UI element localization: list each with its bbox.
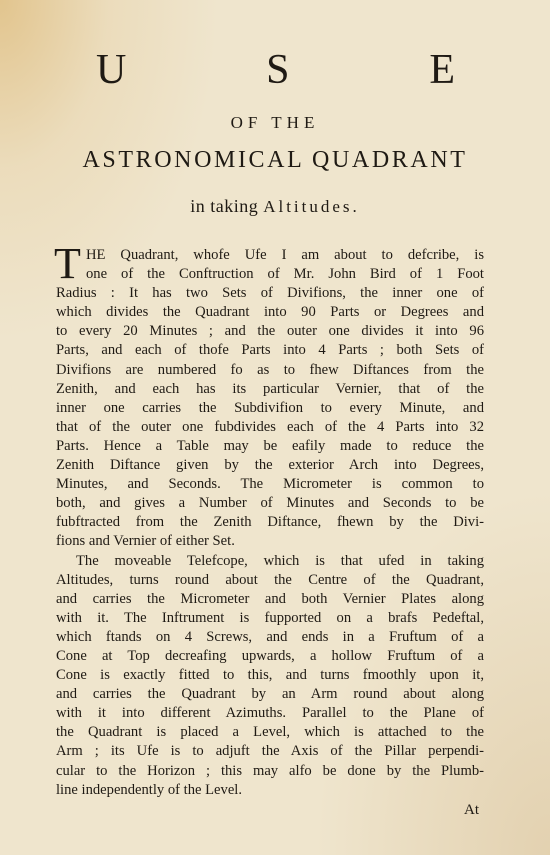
body-line: with it into different Azimuths. Parallel to the Plane of	[56, 705, 484, 722]
subtitle-small-caps: Altitudes.	[263, 197, 360, 216]
body-line: fubftracted from the Zenith Diftance, fhewn by the Divi-	[56, 514, 484, 531]
subtitle-astronomical-quadrant: ASTRONOMICAL QUADRANT	[82, 147, 468, 173]
body-line: Radius : It has two Sets of Divifions, the inner one of	[56, 285, 484, 302]
body-line: that of the outer one fubdivides each of the 4 Parts into 32	[56, 418, 484, 435]
body-line: cular to the Horizon ; this may alfo be done by the Plumb-	[56, 762, 484, 779]
body-line: Minutes, and Seconds. The Micrometer is common to	[56, 476, 484, 493]
body-line: and carries the Micrometer and both Vernier Plates along	[56, 590, 484, 607]
body-text	[54, 239, 484, 800]
body-line: and carries the Quadrant by an Arm round about along	[56, 686, 484, 703]
body-line: with it. The Inftrument is fupported on a brafs Pedeftal,	[56, 609, 484, 626]
subtitle-prefix: in taking	[190, 196, 259, 216]
body-line: Parts. Hence a Table may be eafily made to reduce the	[56, 437, 484, 454]
subtitle-taking-altitudes	[0, 196, 550, 217]
body-line: Cone at Top decreafing upwards, a hollow Fruftum of a	[56, 647, 484, 664]
page-title	[96, 46, 456, 94]
body-line: to every 20 Minutes ; and the outer one divides it into 96	[56, 323, 484, 340]
body-line: The moveable Telefcope, which is that ufed in taking	[76, 552, 484, 569]
body-line: both, and gives a Number of Minutes and Seconds to be	[56, 495, 484, 512]
title-letter-e: E	[429, 47, 456, 93]
body-line: Divifions are numbered fo as to fhew Diftances from the	[56, 361, 484, 378]
body-line: Arm ; its Ufe is to adjuft the Axis of the Pillar perpendi-	[56, 743, 484, 760]
body-line: fions and Vernier of either Set.	[56, 533, 235, 550]
catchword: At	[464, 802, 479, 818]
body-line: Zenith Diftance given by the exterior Arch into Degrees,	[56, 457, 484, 474]
subtitle-of-the: OF THE	[230, 113, 320, 132]
body-line: Altitudes, turns round about the Centre of the Quadrant,	[56, 571, 484, 588]
body-line: inner one carries the Subdivifion to every Minute, and	[56, 399, 484, 416]
body-line: which ftands on 4 Screws, and ends in a Fruftum of a	[56, 628, 484, 645]
body-line: which divides the Quadrant into 90 Parts or Degrees and	[56, 304, 484, 321]
title-letter-u: U	[96, 47, 128, 93]
body-line: HE Quadrant, whofe Ufe I am about to defcribe, is	[86, 247, 484, 263]
body-line: Parts, and each of thofe Parts into 4 Parts ; both Sets of	[56, 342, 484, 359]
body-line: one of the Conftruction of Mr. John Bird of 1 Foot	[86, 266, 484, 283]
body-line: Cone is exactly fitted to this, and turns fmoothly upon it,	[56, 667, 484, 684]
body-line: line independently of the Level.	[56, 781, 243, 798]
body-line: the Quadrant is placed a Level, which is attached to the	[56, 724, 484, 741]
drop-cap: T	[54, 239, 81, 288]
title-letter-s: S	[266, 47, 291, 93]
body-line: Zenith, and each has its particular Vernier, that of the	[56, 380, 484, 397]
